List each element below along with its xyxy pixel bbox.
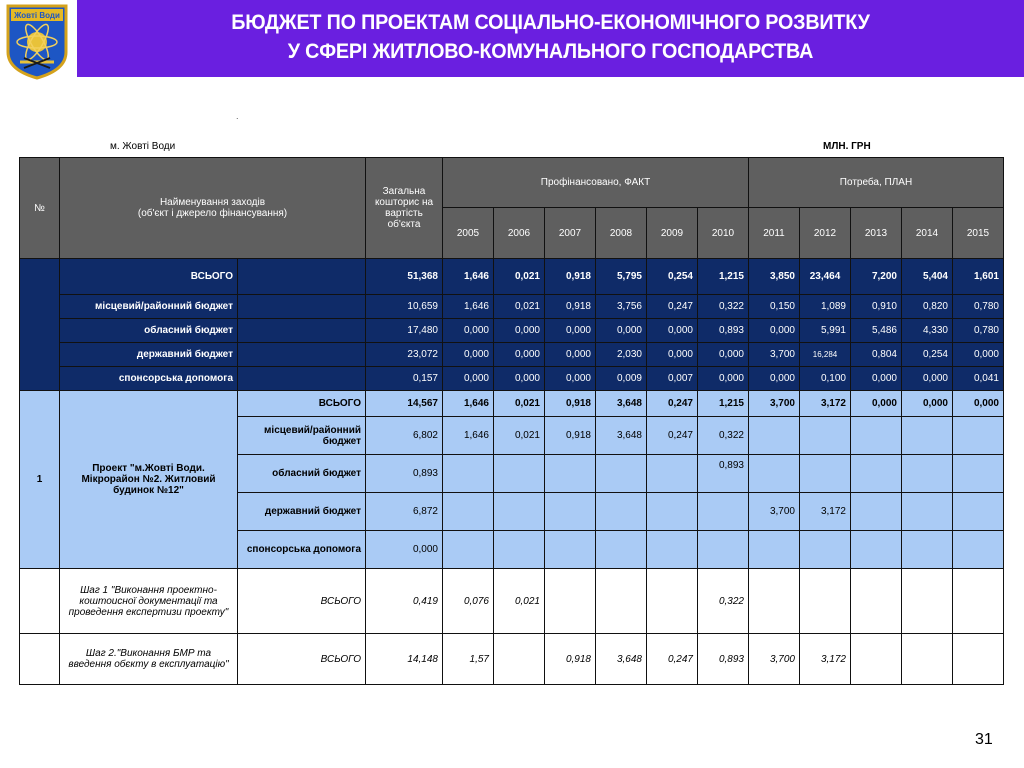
year-cell: 2009 (647, 208, 698, 259)
value-cell: 0,000 (698, 343, 749, 367)
value-cell (749, 569, 800, 634)
value-cell: 0,254 (902, 343, 953, 367)
value-cell (494, 493, 545, 531)
value-cell: 0,247 (647, 634, 698, 685)
row-label: державний бюджет (60, 343, 238, 367)
header-name (60, 158, 366, 259)
value-cell: 0,918 (545, 259, 596, 295)
step-row-2 (20, 634, 1004, 685)
value-cell: 3,648 (596, 417, 647, 455)
budget-table (19, 157, 1004, 685)
value-cell: 1,646 (443, 417, 494, 455)
value-cell (647, 493, 698, 531)
step-num-cell (20, 569, 60, 634)
value-cell (902, 634, 953, 685)
value-cell (494, 634, 545, 685)
value-cell (953, 531, 1004, 569)
value-cell: 0,804 (851, 343, 902, 367)
value-cell (902, 569, 953, 634)
value-cell: 3,700 (749, 391, 800, 417)
step-row-1 (20, 569, 1004, 634)
row-total: 0,157 (366, 367, 443, 391)
value-cell (953, 455, 1004, 493)
year-cell: 2006 (494, 208, 545, 259)
row-label: державний бюджет (238, 493, 366, 531)
row-spacer (238, 295, 366, 319)
page-number: 31 (975, 731, 993, 748)
value-cell: 0,893 (698, 634, 749, 685)
summary-row-local (20, 295, 1004, 319)
header-financed: Профінансовано, ФАКТ (443, 158, 749, 208)
value-cell: 0,000 (647, 343, 698, 367)
city-label: м. Жовті Води (110, 141, 176, 152)
year-cell: 2007 (545, 208, 596, 259)
title-line-2: У СФЕРІ ЖИТЛОВО-КОМУНАЛЬНОГО ГОСПОДАРСТВА (287, 40, 814, 63)
value-cell: 4,330 (902, 319, 953, 343)
row-label: місцевий/районний бюджет (60, 295, 238, 319)
value-cell: 5,991 (800, 319, 851, 343)
row-total: 23,072 (366, 343, 443, 367)
coat-of-arms-icon (0, 0, 77, 80)
header-need: Потреба, ПЛАН (749, 158, 1004, 208)
value-cell: 3,850 (749, 259, 800, 295)
header-name-line2: (об'єкт і джерело фінансування) (137, 208, 288, 219)
value-cell: 3,700 (749, 634, 800, 685)
value-cell: 0,021 (494, 569, 545, 634)
value-cell: 0,000 (851, 367, 902, 391)
row-total: 14,148 (366, 634, 443, 685)
header-num: № (20, 158, 60, 259)
value-cell (596, 455, 647, 493)
value-cell: 0,322 (698, 295, 749, 319)
value-cell: 0,910 (851, 295, 902, 319)
value-cell (596, 569, 647, 634)
project-row-total (20, 391, 1004, 417)
year-cell: 2013 (851, 208, 902, 259)
value-cell: 0,000 (596, 319, 647, 343)
value-cell: 2,030 (596, 343, 647, 367)
row-label: обласний бюджет (238, 455, 366, 493)
value-cell: 0,000 (443, 367, 494, 391)
value-cell: 1,601 (953, 259, 1004, 295)
row-total: 0,893 (366, 455, 443, 493)
value-cell: 7,200 (851, 259, 902, 295)
year-cell: 2005 (443, 208, 494, 259)
stray-dot: . (236, 111, 239, 121)
value-cell (902, 531, 953, 569)
value-cell (953, 493, 1004, 531)
value-cell: 3,700 (749, 343, 800, 367)
row-total: 0,419 (366, 569, 443, 634)
row-spacer (238, 343, 366, 367)
value-cell: 1,646 (443, 391, 494, 417)
value-cell: 3,172 (800, 634, 851, 685)
value-cell (749, 417, 800, 455)
value-cell: 0,780 (953, 319, 1004, 343)
year-cell: 2010 (698, 208, 749, 259)
value-cell: 0,000 (953, 343, 1004, 367)
step-num-cell (20, 634, 60, 685)
row-label: місцевий/районний бюджет (238, 417, 366, 455)
row-label: ВСЬОГО (238, 569, 366, 634)
summary-row-state (20, 343, 1004, 367)
value-cell: 0,021 (494, 391, 545, 417)
value-cell: 0,893 (698, 319, 749, 343)
value-cell: 0,000 (545, 319, 596, 343)
row-label: ВСЬОГО (238, 391, 366, 417)
logo-text: Жовті Води (14, 11, 60, 20)
row-label: спонсорська допомога (238, 531, 366, 569)
value-cell: 0,247 (647, 391, 698, 417)
summary-num-cell (20, 259, 60, 391)
value-cell (545, 455, 596, 493)
value-cell: 0,100 (800, 367, 851, 391)
value-cell (647, 569, 698, 634)
value-cell (902, 493, 953, 531)
row-total: 10,659 (366, 295, 443, 319)
row-label: спонсорська допомога (60, 367, 238, 391)
value-cell (851, 569, 902, 634)
value-cell: 0,000 (443, 319, 494, 343)
value-cell: 16,284 (800, 343, 851, 367)
value-cell: 3,648 (596, 391, 647, 417)
row-label: ВСЬОГО (60, 259, 238, 295)
year-cell: 2012 (800, 208, 851, 259)
value-cell: 0,007 (647, 367, 698, 391)
value-cell: 1,646 (443, 259, 494, 295)
row-total: 6,802 (366, 417, 443, 455)
value-cell (851, 455, 902, 493)
year-cell: 2008 (596, 208, 647, 259)
city-coat-of-arms (0, 0, 77, 80)
row-label: обласний бюджет (60, 319, 238, 343)
value-cell: 0,247 (647, 417, 698, 455)
row-spacer (238, 319, 366, 343)
value-cell: 1,57 (443, 634, 494, 685)
value-cell (800, 417, 851, 455)
value-cell: 3,756 (596, 295, 647, 319)
value-cell: 0,000 (851, 391, 902, 417)
value-cell: 0,000 (749, 367, 800, 391)
value-cell (647, 531, 698, 569)
value-cell: 0,000 (443, 343, 494, 367)
value-cell: 0,021 (494, 259, 545, 295)
value-cell: 3,648 (596, 634, 647, 685)
row-label: ВСЬОГО (238, 634, 366, 685)
value-cell: 5,486 (851, 319, 902, 343)
value-cell: 0,820 (902, 295, 953, 319)
value-cell (902, 417, 953, 455)
value-cell: 0,021 (494, 295, 545, 319)
value-cell (800, 569, 851, 634)
value-cell (545, 569, 596, 634)
value-cell: 0,000 (953, 391, 1004, 417)
year-cell: 2014 (902, 208, 953, 259)
step-name: Шаг 2."Виконання БМР та введення обєкту в експлуатацію" (60, 634, 238, 685)
summary-row-total (20, 259, 1004, 295)
value-cell: 0,918 (545, 634, 596, 685)
row-total: 17,480 (366, 319, 443, 343)
value-cell (749, 531, 800, 569)
header-row-1 (20, 158, 1004, 208)
value-cell: 0,150 (749, 295, 800, 319)
summary-row-sponsor (20, 367, 1004, 391)
project-name: Проект "м.Жовті Води. Мікрорайон №2. Житловий будинок №12" (60, 391, 238, 569)
value-cell: 0,000 (647, 319, 698, 343)
value-cell: 0,918 (545, 391, 596, 417)
value-cell: 0,076 (443, 569, 494, 634)
value-cell (800, 455, 851, 493)
value-cell: 0,021 (494, 417, 545, 455)
value-cell (443, 531, 494, 569)
value-cell: 1,215 (698, 391, 749, 417)
value-cell: 0,000 (749, 319, 800, 343)
value-cell (494, 531, 545, 569)
value-cell (647, 455, 698, 493)
value-cell (596, 493, 647, 531)
value-cell: 1,089 (800, 295, 851, 319)
value-cell: 0,254 (647, 259, 698, 295)
value-cell (851, 634, 902, 685)
row-spacer (238, 367, 366, 391)
project-num: 1 (20, 391, 60, 569)
value-cell: 0,247 (647, 295, 698, 319)
value-cell: 0,009 (596, 367, 647, 391)
row-total: 14,567 (366, 391, 443, 417)
value-cell: 0,918 (545, 295, 596, 319)
value-cell: 0,918 (545, 417, 596, 455)
value-cell: 23,464 (800, 259, 851, 295)
row-total: 6,872 (366, 493, 443, 531)
value-cell: 0,000 (902, 367, 953, 391)
units-label: МЛН. ГРН (823, 141, 871, 152)
row-spacer (238, 259, 366, 295)
row-total: 0,000 (366, 531, 443, 569)
value-cell (851, 531, 902, 569)
value-cell: 3,172 (800, 493, 851, 531)
year-cell: 2015 (953, 208, 1004, 259)
value-cell (698, 493, 749, 531)
value-cell (596, 531, 647, 569)
title-line-1: БЮДЖЕТ ПО ПРОЕКТАМ СОЦІАЛЬНО-ЕКОНОМІЧНОГО РОЗВИТКУ (231, 11, 870, 34)
value-cell: 0,322 (698, 569, 749, 634)
step-name: Шаг 1 "Виконання проектно-коштоисної документації та проведення експертизи проекту" (60, 569, 238, 634)
value-cell: 1,646 (443, 295, 494, 319)
value-cell: 0,000 (545, 367, 596, 391)
header-name-line1: Найменування заходів (159, 197, 266, 208)
value-cell: 5,404 (902, 259, 953, 295)
value-cell (851, 493, 902, 531)
value-cell (800, 531, 851, 569)
value-cell: 3,700 (749, 493, 800, 531)
value-cell: 0,000 (902, 391, 953, 417)
value-cell (902, 455, 953, 493)
value-cell (545, 531, 596, 569)
value-cell: 0,000 (494, 367, 545, 391)
value-cell: 5,795 (596, 259, 647, 295)
value-cell: 0,780 (953, 295, 1004, 319)
value-cell: 0,000 (698, 367, 749, 391)
value-cell: 0,322 (698, 417, 749, 455)
value-cell (443, 455, 494, 493)
value-cell: 0,041 (953, 367, 1004, 391)
value-cell (494, 455, 545, 493)
page-title (105, 8, 995, 66)
header-estimate: Загальна кошторис на вартість об'єкта (366, 158, 443, 259)
value-cell: 0,000 (494, 319, 545, 343)
value-cell: 3,172 (800, 391, 851, 417)
value-cell (953, 634, 1004, 685)
value-cell (545, 493, 596, 531)
value-cell: 0,893 (698, 455, 749, 493)
year-cell: 2011 (749, 208, 800, 259)
row-total: 51,368 (366, 259, 443, 295)
summary-row-regional (20, 319, 1004, 343)
value-cell (443, 493, 494, 531)
value-cell (953, 417, 1004, 455)
value-cell: 0,000 (494, 343, 545, 367)
value-cell (953, 569, 1004, 634)
value-cell (698, 531, 749, 569)
value-cell (851, 417, 902, 455)
value-cell (749, 455, 800, 493)
value-cell: 1,215 (698, 259, 749, 295)
value-cell: 0,000 (545, 343, 596, 367)
